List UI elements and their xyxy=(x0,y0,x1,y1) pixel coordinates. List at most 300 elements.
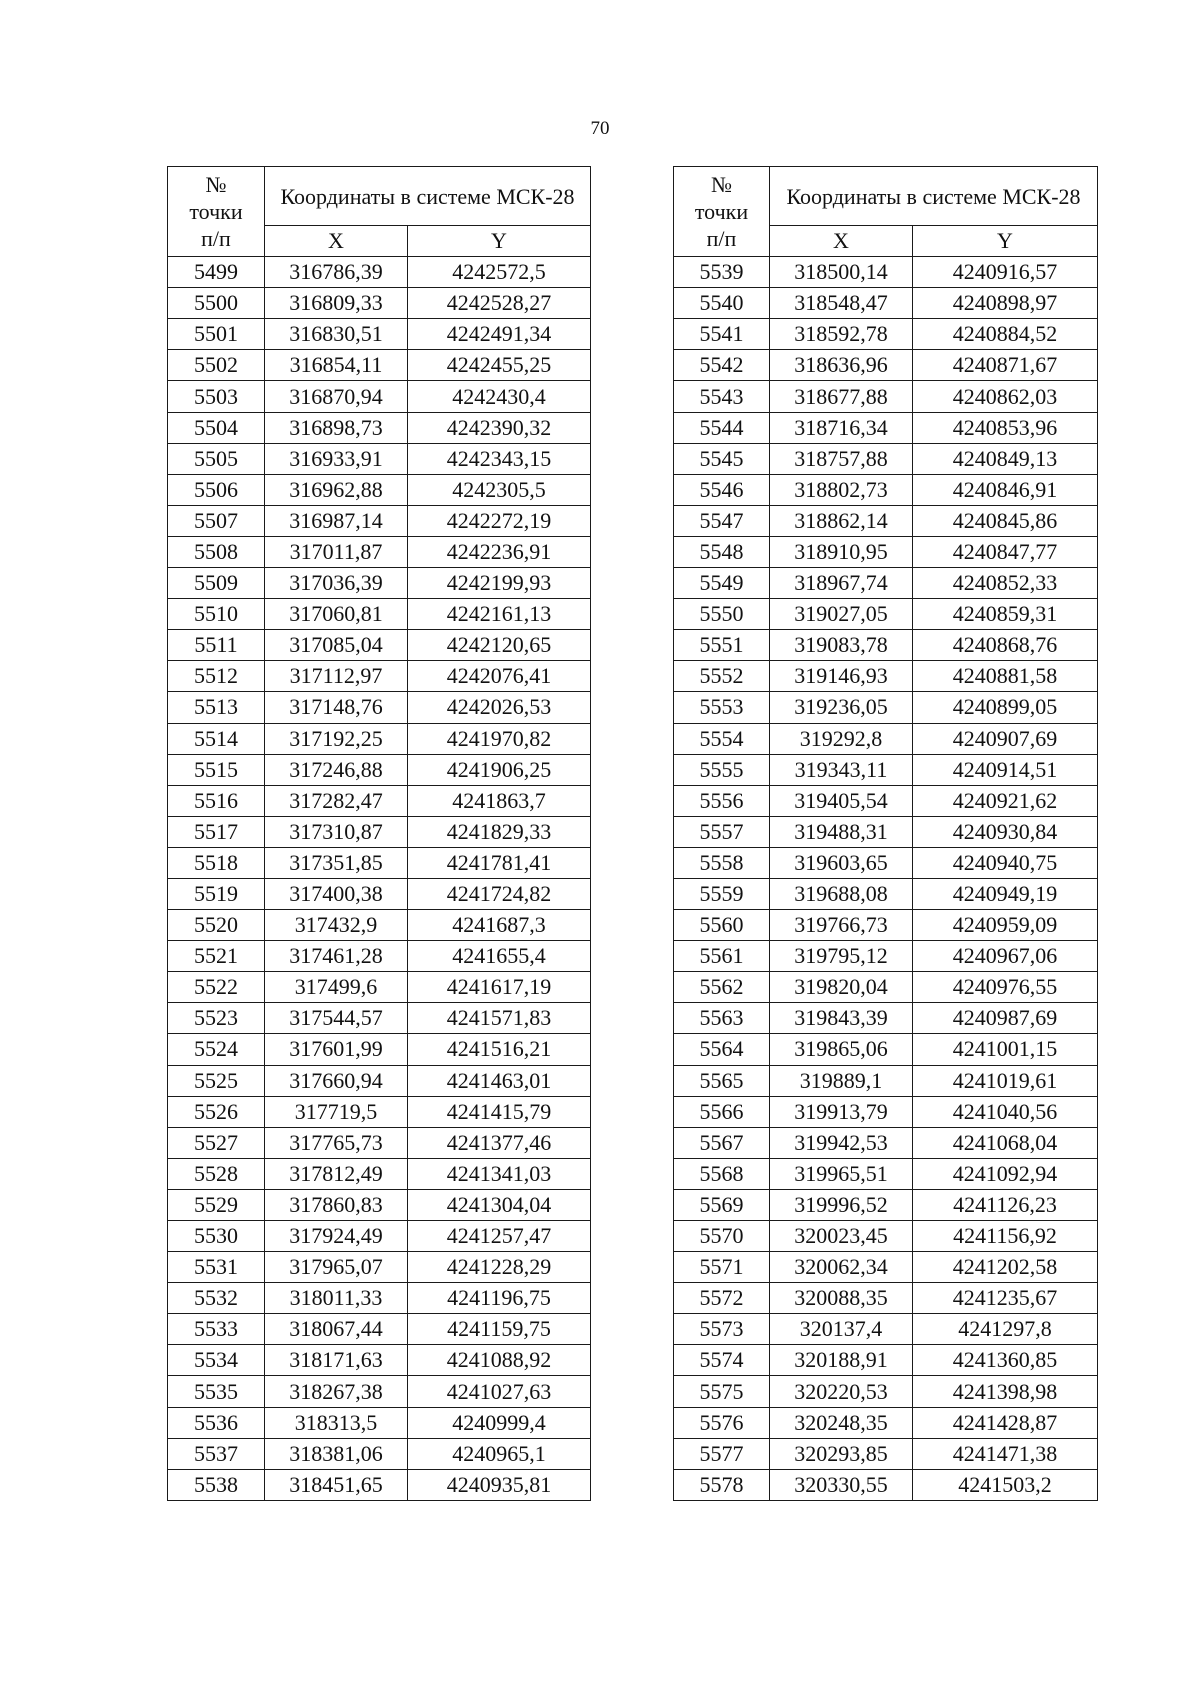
y-column-header: Y xyxy=(913,226,1098,257)
table-row xyxy=(168,723,591,754)
x-coordinate-cell: 317112,97 xyxy=(265,661,408,692)
y-coordinate-cell: 4242120,65 xyxy=(408,630,591,661)
point-number-cell: 5519 xyxy=(168,878,265,909)
table-row xyxy=(674,1003,1098,1034)
table-row xyxy=(168,568,591,599)
point-number-cell: 5567 xyxy=(674,1127,770,1158)
table-row xyxy=(674,1283,1098,1314)
table-row xyxy=(674,1345,1098,1376)
point-number-cell: 5536 xyxy=(168,1407,265,1438)
x-coordinate-cell: 317011,87 xyxy=(265,536,408,567)
point-number-cell: 5564 xyxy=(674,1034,770,1065)
table-row xyxy=(674,412,1098,443)
y-coordinate-cell: 4241027,63 xyxy=(408,1376,591,1407)
point-number-cell: 5575 xyxy=(674,1376,770,1407)
x-coordinate-cell: 319292,8 xyxy=(770,723,913,754)
table-row xyxy=(674,288,1098,319)
table-row xyxy=(674,878,1098,909)
table-row xyxy=(674,723,1098,754)
table-row xyxy=(168,1221,591,1252)
y-coordinate-cell: 4240930,84 xyxy=(913,816,1098,847)
point-number-cell: 5566 xyxy=(674,1096,770,1127)
point-number-cell: 5523 xyxy=(168,1003,265,1034)
point-number-cell: 5528 xyxy=(168,1158,265,1189)
point-number-cell: 5499 xyxy=(168,257,265,288)
x-coordinate-cell: 316809,33 xyxy=(265,288,408,319)
x-coordinate-cell: 317812,49 xyxy=(265,1158,408,1189)
table-row xyxy=(674,568,1098,599)
table-row xyxy=(168,661,591,692)
table-row xyxy=(674,972,1098,1003)
point-number-cell: 5573 xyxy=(674,1314,770,1345)
y-coordinate-cell: 4241687,3 xyxy=(408,910,591,941)
point-number-cell: 5524 xyxy=(168,1034,265,1065)
point-number-cell: 5538 xyxy=(168,1469,265,1500)
point-number-cell: 5574 xyxy=(674,1345,770,1376)
table-row xyxy=(168,1096,591,1127)
table-row xyxy=(674,692,1098,723)
x-coordinate-cell: 318548,47 xyxy=(770,288,913,319)
header-point-word: точки xyxy=(189,199,243,225)
x-coordinate-cell: 319236,05 xyxy=(770,692,913,723)
point-number-cell: 5505 xyxy=(168,443,265,474)
table-row xyxy=(168,1034,591,1065)
point-number-cell: 5563 xyxy=(674,1003,770,1034)
table-row xyxy=(674,536,1098,567)
table-row xyxy=(674,941,1098,972)
x-coordinate-cell: 316987,14 xyxy=(265,505,408,536)
x-coordinate-cell: 319603,65 xyxy=(770,847,913,878)
table-row xyxy=(168,1345,591,1376)
coordinates-table-left xyxy=(167,166,591,1501)
y-coordinate-cell: 4241906,25 xyxy=(408,754,591,785)
table-row xyxy=(168,1376,591,1407)
x-coordinate-cell: 318011,33 xyxy=(265,1283,408,1314)
y-coordinate-cell: 4240853,96 xyxy=(913,412,1098,443)
header-pp: п/п xyxy=(706,226,737,252)
table-row xyxy=(168,1003,591,1034)
point-number-cell: 5556 xyxy=(674,785,770,816)
x-coordinate-cell: 318802,73 xyxy=(770,474,913,505)
point-number-cell: 5516 xyxy=(168,785,265,816)
point-number-cell: 5532 xyxy=(168,1283,265,1314)
y-coordinate-cell: 4241863,7 xyxy=(408,785,591,816)
y-coordinate-cell: 4242572,5 xyxy=(408,257,591,288)
table-row xyxy=(168,754,591,785)
table-row xyxy=(674,1065,1098,1096)
table-row xyxy=(674,1158,1098,1189)
point-number-cell: 5576 xyxy=(674,1407,770,1438)
page-number: 70 xyxy=(590,118,610,139)
table-body xyxy=(168,257,591,1501)
y-coordinate-cell: 4241341,03 xyxy=(408,1158,591,1189)
point-number-cell: 5529 xyxy=(168,1189,265,1220)
y-coordinate-cell: 4240949,19 xyxy=(913,878,1098,909)
table-row xyxy=(674,1252,1098,1283)
table-row xyxy=(674,257,1098,288)
point-number-cell: 5507 xyxy=(168,505,265,536)
y-coordinate-cell: 4242305,5 xyxy=(408,474,591,505)
point-number-cell: 5537 xyxy=(168,1438,265,1469)
x-coordinate-cell: 317719,5 xyxy=(265,1096,408,1127)
y-coordinate-cell: 4241126,23 xyxy=(913,1189,1098,1220)
table-row xyxy=(168,1158,591,1189)
point-number-cell: 5515 xyxy=(168,754,265,785)
y-coordinate-cell: 4242199,93 xyxy=(408,568,591,599)
x-coordinate-cell: 318067,44 xyxy=(265,1314,408,1345)
y-coordinate-cell: 4240871,67 xyxy=(913,350,1098,381)
y-coordinate-cell: 4242528,27 xyxy=(408,288,591,319)
table-row xyxy=(674,910,1098,941)
point-number-cell: 5558 xyxy=(674,847,770,878)
y-coordinate-cell: 4240852,33 xyxy=(913,568,1098,599)
point-number-cell: 5517 xyxy=(168,816,265,847)
table-row xyxy=(168,599,591,630)
table-row xyxy=(674,474,1098,505)
x-coordinate-cell: 319343,11 xyxy=(770,754,913,785)
y-coordinate-cell: 4241304,04 xyxy=(408,1189,591,1220)
y-coordinate-cell: 4240884,52 xyxy=(913,319,1098,350)
x-coordinate-cell: 316854,11 xyxy=(265,350,408,381)
y-coordinate-cell: 4240849,13 xyxy=(913,443,1098,474)
point-number-cell: 5525 xyxy=(168,1065,265,1096)
table-row xyxy=(168,443,591,474)
y-coordinate-cell: 4241398,98 xyxy=(913,1376,1098,1407)
table-header-row xyxy=(168,167,591,226)
coordinates-table-right xyxy=(673,166,1098,1501)
x-coordinate-cell: 318500,14 xyxy=(770,257,913,288)
point-number-cell: 5508 xyxy=(168,536,265,567)
y-coordinate-cell: 4241196,75 xyxy=(408,1283,591,1314)
y-coordinate-cell: 4242343,15 xyxy=(408,443,591,474)
x-coordinate-cell: 319820,04 xyxy=(770,972,913,1003)
point-number-header xyxy=(168,167,265,257)
y-coordinate-cell: 4241655,4 xyxy=(408,941,591,972)
point-number-cell: 5578 xyxy=(674,1469,770,1500)
x-coordinate-cell: 316830,51 xyxy=(265,319,408,350)
y-coordinate-cell: 4241360,85 xyxy=(913,1345,1098,1376)
point-number-cell: 5522 xyxy=(168,972,265,1003)
point-number-cell: 5531 xyxy=(168,1252,265,1283)
table-row xyxy=(674,1438,1098,1469)
y-coordinate-cell: 4241463,01 xyxy=(408,1065,591,1096)
x-coordinate-cell: 316870,94 xyxy=(265,381,408,412)
table-row xyxy=(674,1469,1098,1500)
table-row xyxy=(168,1438,591,1469)
point-number-cell: 5544 xyxy=(674,412,770,443)
table-row xyxy=(168,1252,591,1283)
point-number-cell: 5547 xyxy=(674,505,770,536)
x-coordinate-cell: 317765,73 xyxy=(265,1127,408,1158)
point-number-cell: 5568 xyxy=(674,1158,770,1189)
table-row xyxy=(168,785,591,816)
y-coordinate-cell: 4240935,81 xyxy=(408,1469,591,1500)
point-number-cell: 5514 xyxy=(168,723,265,754)
x-coordinate-cell: 320023,45 xyxy=(770,1221,913,1252)
y-coordinate-cell: 4241724,82 xyxy=(408,878,591,909)
point-number-cell: 5520 xyxy=(168,910,265,941)
x-coordinate-cell: 319913,79 xyxy=(770,1096,913,1127)
y-coordinate-cell: 4241257,47 xyxy=(408,1221,591,1252)
x-coordinate-cell: 319766,73 xyxy=(770,910,913,941)
point-number-cell: 5552 xyxy=(674,661,770,692)
table-row xyxy=(168,1314,591,1345)
table-row xyxy=(674,816,1098,847)
y-coordinate-cell: 4240868,76 xyxy=(913,630,1098,661)
y-coordinate-cell: 4240859,31 xyxy=(913,599,1098,630)
x-coordinate-cell: 320088,35 xyxy=(770,1283,913,1314)
point-number-cell: 5503 xyxy=(168,381,265,412)
y-coordinate-cell: 4240967,06 xyxy=(913,941,1098,972)
table-body xyxy=(674,257,1098,1501)
point-number-cell: 5545 xyxy=(674,443,770,474)
x-coordinate-cell: 317965,07 xyxy=(265,1252,408,1283)
y-column-header: Y xyxy=(408,226,591,257)
point-number-cell: 5562 xyxy=(674,972,770,1003)
x-coordinate-cell: 317085,04 xyxy=(265,630,408,661)
table-row xyxy=(168,1283,591,1314)
point-number-cell: 5500 xyxy=(168,288,265,319)
y-coordinate-cell: 4240847,77 xyxy=(913,536,1098,567)
point-number-cell: 5555 xyxy=(674,754,770,785)
x-coordinate-cell: 317351,85 xyxy=(265,847,408,878)
y-coordinate-cell: 4241202,58 xyxy=(913,1252,1098,1283)
y-coordinate-cell: 4241159,75 xyxy=(408,1314,591,1345)
table-row xyxy=(674,1407,1098,1438)
x-coordinate-cell: 320248,35 xyxy=(770,1407,913,1438)
x-coordinate-cell: 319843,39 xyxy=(770,1003,913,1034)
y-coordinate-cell: 4241068,04 xyxy=(913,1127,1098,1158)
x-coordinate-cell: 317924,49 xyxy=(265,1221,408,1252)
table-row xyxy=(168,319,591,350)
table-row xyxy=(168,350,591,381)
x-coordinate-cell: 318267,38 xyxy=(265,1376,408,1407)
point-number-cell: 5559 xyxy=(674,878,770,909)
table-row xyxy=(674,599,1098,630)
y-coordinate-cell: 4242026,53 xyxy=(408,692,591,723)
point-number-cell: 5546 xyxy=(674,474,770,505)
table-row xyxy=(674,661,1098,692)
point-number-cell: 5511 xyxy=(168,630,265,661)
table-header-row xyxy=(674,167,1098,226)
x-coordinate-cell: 316933,91 xyxy=(265,443,408,474)
y-coordinate-cell: 4241503,2 xyxy=(913,1469,1098,1500)
point-number-cell: 5539 xyxy=(674,257,770,288)
table-row xyxy=(674,630,1098,661)
x-coordinate-cell: 317192,25 xyxy=(265,723,408,754)
point-number-cell: 5542 xyxy=(674,350,770,381)
x-coordinate-cell: 318171,63 xyxy=(265,1345,408,1376)
y-coordinate-cell: 4242430,4 xyxy=(408,381,591,412)
x-coordinate-cell: 318716,34 xyxy=(770,412,913,443)
x-coordinate-cell: 318592,78 xyxy=(770,319,913,350)
y-coordinate-cell: 4242236,91 xyxy=(408,536,591,567)
y-coordinate-cell: 4241377,46 xyxy=(408,1127,591,1158)
y-coordinate-cell: 4241516,21 xyxy=(408,1034,591,1065)
y-coordinate-cell: 4241471,38 xyxy=(913,1438,1098,1469)
point-number-cell: 5510 xyxy=(168,599,265,630)
point-number-cell: 5572 xyxy=(674,1283,770,1314)
x-coordinate-cell: 316898,73 xyxy=(265,412,408,443)
x-coordinate-cell: 320188,91 xyxy=(770,1345,913,1376)
x-coordinate-cell: 320062,34 xyxy=(770,1252,913,1283)
point-number-cell: 5569 xyxy=(674,1189,770,1220)
y-coordinate-cell: 4240976,55 xyxy=(913,972,1098,1003)
y-coordinate-cell: 4241088,92 xyxy=(408,1345,591,1376)
y-coordinate-cell: 4241040,56 xyxy=(913,1096,1098,1127)
x-coordinate-cell: 320330,55 xyxy=(770,1469,913,1500)
y-coordinate-cell: 4240845,86 xyxy=(913,505,1098,536)
x-coordinate-cell: 319405,54 xyxy=(770,785,913,816)
x-column-header: X xyxy=(265,226,408,257)
x-coordinate-cell: 319889,1 xyxy=(770,1065,913,1096)
header-pp: п/п xyxy=(201,226,231,252)
table-row xyxy=(674,381,1098,412)
x-coordinate-cell: 317660,94 xyxy=(265,1065,408,1096)
y-coordinate-cell: 4241235,67 xyxy=(913,1283,1098,1314)
point-number-cell: 5549 xyxy=(674,568,770,599)
point-number-cell: 5530 xyxy=(168,1221,265,1252)
y-coordinate-cell: 4242491,34 xyxy=(408,319,591,350)
y-coordinate-cell: 4240999,4 xyxy=(408,1407,591,1438)
y-coordinate-cell: 4241156,92 xyxy=(913,1221,1098,1252)
point-number-cell: 5513 xyxy=(168,692,265,723)
y-coordinate-cell: 4241297,8 xyxy=(913,1314,1098,1345)
x-coordinate-cell: 318636,96 xyxy=(770,350,913,381)
x-coordinate-cell: 318967,74 xyxy=(770,568,913,599)
table-row xyxy=(168,505,591,536)
x-coordinate-cell: 317060,81 xyxy=(265,599,408,630)
point-number-cell: 5553 xyxy=(674,692,770,723)
x-coordinate-cell: 320220,53 xyxy=(770,1376,913,1407)
table-row xyxy=(674,319,1098,350)
point-number-cell: 5551 xyxy=(674,630,770,661)
y-coordinate-cell: 4240846,91 xyxy=(913,474,1098,505)
table-row xyxy=(168,1189,591,1220)
y-coordinate-cell: 4240914,51 xyxy=(913,754,1098,785)
header-num-sign: № xyxy=(711,172,732,198)
x-coordinate-cell: 317282,47 xyxy=(265,785,408,816)
y-coordinate-cell: 4242161,13 xyxy=(408,599,591,630)
y-coordinate-cell: 4240940,75 xyxy=(913,847,1098,878)
y-coordinate-cell: 4241781,41 xyxy=(408,847,591,878)
table-row xyxy=(168,910,591,941)
y-coordinate-cell: 4240881,58 xyxy=(913,661,1098,692)
point-number-cell: 5526 xyxy=(168,1096,265,1127)
y-coordinate-cell: 4242390,32 xyxy=(408,412,591,443)
x-coordinate-cell: 320293,85 xyxy=(770,1438,913,1469)
x-coordinate-cell: 319996,52 xyxy=(770,1189,913,1220)
table-row xyxy=(674,505,1098,536)
y-coordinate-cell: 4241019,61 xyxy=(913,1065,1098,1096)
point-number-cell: 5512 xyxy=(168,661,265,692)
point-number-cell: 5501 xyxy=(168,319,265,350)
x-coordinate-cell: 319083,78 xyxy=(770,630,913,661)
table-row xyxy=(168,972,591,1003)
y-coordinate-cell: 4241571,83 xyxy=(408,1003,591,1034)
table-row xyxy=(168,474,591,505)
y-coordinate-cell: 4240862,03 xyxy=(913,381,1098,412)
point-number-cell: 5502 xyxy=(168,350,265,381)
y-coordinate-cell: 4240959,09 xyxy=(913,910,1098,941)
point-number-header xyxy=(674,167,770,257)
x-coordinate-cell: 319146,93 xyxy=(770,661,913,692)
point-number-cell: 5560 xyxy=(674,910,770,941)
table-row xyxy=(674,1189,1098,1220)
y-coordinate-cell: 4240987,69 xyxy=(913,1003,1098,1034)
point-number-cell: 5527 xyxy=(168,1127,265,1158)
point-number-cell: 5541 xyxy=(674,319,770,350)
y-coordinate-cell: 4240907,69 xyxy=(913,723,1098,754)
table-row xyxy=(674,1034,1098,1065)
table-row xyxy=(674,1376,1098,1407)
x-coordinate-cell: 318677,88 xyxy=(770,381,913,412)
point-number-cell: 5540 xyxy=(674,288,770,319)
y-coordinate-cell: 4241428,87 xyxy=(913,1407,1098,1438)
y-coordinate-cell: 4240965,1 xyxy=(408,1438,591,1469)
y-coordinate-cell: 4240898,97 xyxy=(913,288,1098,319)
point-number-cell: 5565 xyxy=(674,1065,770,1096)
x-column-header: X xyxy=(770,226,913,257)
x-coordinate-cell: 319688,08 xyxy=(770,878,913,909)
point-number-cell: 5533 xyxy=(168,1314,265,1345)
table-row xyxy=(168,1407,591,1438)
y-coordinate-cell: 4240921,62 xyxy=(913,785,1098,816)
table-row xyxy=(674,1127,1098,1158)
y-coordinate-cell: 4241228,29 xyxy=(408,1252,591,1283)
x-coordinate-cell: 317499,6 xyxy=(265,972,408,1003)
table-row xyxy=(168,257,591,288)
x-coordinate-cell: 318381,06 xyxy=(265,1438,408,1469)
x-coordinate-cell: 317310,87 xyxy=(265,816,408,847)
table-row xyxy=(168,288,591,319)
table-row xyxy=(168,878,591,909)
x-coordinate-cell: 318451,65 xyxy=(265,1469,408,1500)
x-coordinate-cell: 318910,95 xyxy=(770,536,913,567)
table-row xyxy=(674,350,1098,381)
y-coordinate-cell: 4242272,19 xyxy=(408,505,591,536)
x-coordinate-cell: 320137,4 xyxy=(770,1314,913,1345)
point-number-cell: 5561 xyxy=(674,941,770,972)
x-coordinate-cell: 317400,38 xyxy=(265,878,408,909)
x-coordinate-cell: 318757,88 xyxy=(770,443,913,474)
x-coordinate-cell: 317860,83 xyxy=(265,1189,408,1220)
x-coordinate-cell: 317036,39 xyxy=(265,568,408,599)
point-number-cell: 5509 xyxy=(168,568,265,599)
table-row xyxy=(168,1127,591,1158)
x-coordinate-cell: 318313,5 xyxy=(265,1407,408,1438)
y-coordinate-cell: 4242076,41 xyxy=(408,661,591,692)
y-coordinate-cell: 4242455,25 xyxy=(408,350,591,381)
table-row xyxy=(674,754,1098,785)
y-coordinate-cell: 4240899,05 xyxy=(913,692,1098,723)
x-coordinate-cell: 317246,88 xyxy=(265,754,408,785)
table-row xyxy=(168,1469,591,1500)
table-row xyxy=(168,816,591,847)
table-row xyxy=(168,1065,591,1096)
x-coordinate-cell: 317432,9 xyxy=(265,910,408,941)
table-row xyxy=(168,847,591,878)
header-point-word: точки xyxy=(694,199,749,225)
y-coordinate-cell: 4241092,94 xyxy=(913,1158,1098,1189)
point-number-cell: 5554 xyxy=(674,723,770,754)
table-row xyxy=(168,536,591,567)
table-row xyxy=(168,941,591,972)
table-row xyxy=(674,443,1098,474)
point-number-cell: 5571 xyxy=(674,1252,770,1283)
point-number-cell: 5504 xyxy=(168,412,265,443)
point-number-cell: 5518 xyxy=(168,847,265,878)
